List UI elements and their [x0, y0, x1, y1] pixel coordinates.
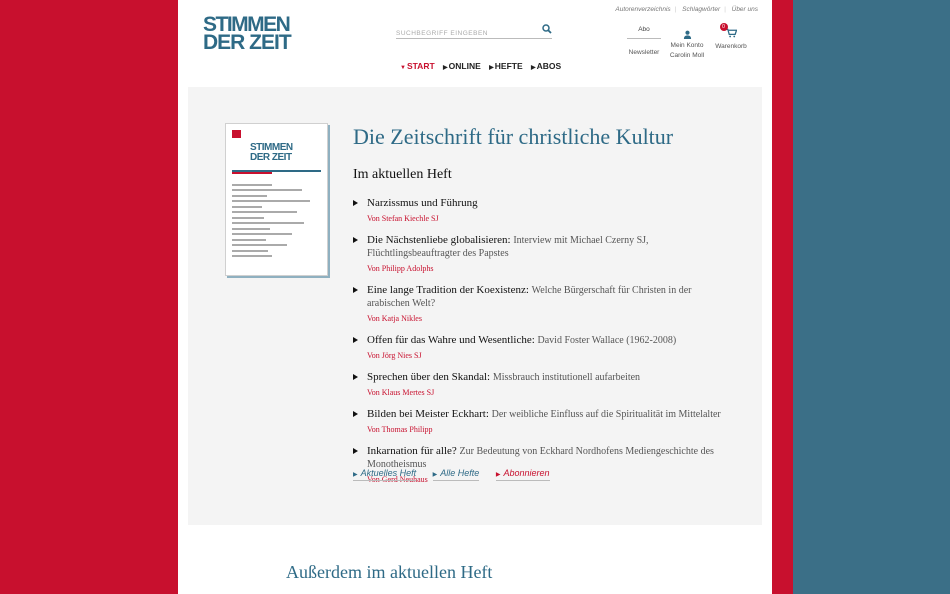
article-desc: Welche Bürgerschaft für Christen in der arabischen Welt?: [367, 285, 692, 309]
nav-abos-label: ABOS: [536, 61, 562, 71]
cover-contents: [232, 184, 312, 260]
subscribe-label: Abonnieren: [503, 468, 550, 478]
left-red-margin: [0, 0, 178, 594]
caret-right-icon: ▶: [432, 472, 438, 478]
caret-down-icon: ▼: [400, 65, 406, 71]
article-title[interactable]: Offen für das Wahre und Wesentliche:: [367, 334, 535, 346]
logo-line-2: DER ZEIT: [203, 31, 291, 54]
account-user: Carolin Moll: [669, 52, 705, 59]
nav-hefte[interactable]: [489, 61, 523, 71]
current-issue-feature: [188, 87, 762, 525]
newsletter-link[interactable]: Newsletter: [628, 49, 660, 56]
nav-hefte-label: HEFTE: [494, 61, 523, 71]
all-issues-link[interactable]: [433, 468, 480, 481]
all-issues-label: Alle Hefte: [440, 468, 480, 478]
toplink-ueber-uns[interactable]: Über uns: [731, 6, 758, 13]
toplink-autorenverzeichnis[interactable]: Autorenverzeichnis: [615, 6, 671, 13]
caret-right-icon: ▶: [353, 472, 358, 478]
cover-rule-accent: [232, 172, 272, 174]
logo-line-1: STIMMEN: [203, 13, 290, 36]
search-input[interactable]: [396, 26, 536, 42]
cart-block[interactable]: [711, 24, 751, 50]
divider: |: [674, 6, 677, 13]
cart-count-badge: 0: [720, 23, 728, 31]
nav-start-label: START: [406, 61, 435, 71]
nav-start[interactable]: [400, 61, 435, 71]
cover-title: [250, 143, 293, 163]
article-desc: Zur Bedeutung von Eckhard Nordhofens Mediengeschichte des Monotheismus: [367, 446, 714, 470]
feature-title: Die Zeitschrift für christliche Kultur: [353, 124, 674, 149]
article-author[interactable]: Von Stefan Kiechle SJ: [367, 214, 439, 223]
list-item[interactable]: [353, 197, 733, 225]
right-red-margin: [772, 0, 793, 594]
article-author[interactable]: Von Thomas Philipp: [367, 425, 433, 434]
search-icon[interactable]: [542, 24, 552, 34]
article-author[interactable]: Von Philipp Adolphs: [367, 264, 434, 273]
article-title[interactable]: Inkarnation für alle?: [367, 445, 457, 457]
nav-abos[interactable]: [531, 61, 561, 71]
account-block[interactable]: [666, 30, 708, 59]
article-title[interactable]: Die Nächstenliebe globalisieren:: [367, 234, 511, 246]
article-desc: David Foster Wallace (1962-2008): [537, 335, 677, 346]
list-item[interactable]: [353, 334, 733, 362]
abo-link[interactable]: Abo: [627, 26, 661, 39]
nav-online[interactable]: [443, 61, 481, 71]
cart-icon: [726, 28, 737, 38]
article-author[interactable]: Von Jörg Nies SJ: [367, 351, 422, 360]
caret-right-icon: ▶: [443, 65, 448, 71]
main-nav: [400, 61, 567, 71]
article-author[interactable]: Von Klaus Mertes SJ: [367, 388, 435, 397]
article-desc: Interview mit Michael Czerny SJ, Flüchtlingsbeauftragter des Papstes: [367, 235, 649, 259]
cover-publisher-mark: [232, 130, 241, 138]
caret-right-icon: ▶: [489, 65, 494, 71]
list-item[interactable]: [353, 371, 733, 399]
cover-title-line-2: DER ZEIT: [250, 152, 292, 163]
toplink-schlagwoerter[interactable]: Schlagwörter: [682, 6, 721, 13]
issue-cover[interactable]: [225, 123, 328, 276]
right-blue-margin: [793, 0, 950, 594]
article-title[interactable]: Sprechen über den Skandal:: [367, 371, 491, 383]
article-title[interactable]: Eine lange Tradition der Koexistenz:: [367, 284, 529, 296]
list-item[interactable]: [353, 234, 733, 275]
top-links: [611, 6, 762, 13]
article-desc: Der weibliche Einfluss auf die Spiritualität im Mittelalter: [491, 409, 721, 420]
article-desc: Missbrauch institutionell aufarbeiten: [492, 372, 641, 383]
search-bar: [396, 22, 552, 39]
account-label: Mein Konto: [670, 42, 704, 49]
page-container: [178, 0, 772, 594]
list-item[interactable]: [353, 408, 733, 436]
article-list: [353, 197, 733, 495]
feature-actions: [353, 468, 564, 481]
cart-label: Warenkorb: [715, 43, 747, 50]
list-item[interactable]: [353, 284, 733, 325]
cover-title-line-1: STIMMEN: [250, 142, 293, 153]
subscribe-link[interactable]: [496, 468, 550, 481]
article-title[interactable]: Narzissmus und Führung: [367, 197, 478, 209]
also-in-issue-heading: Außerdem im aktuellen Heft: [286, 562, 493, 582]
article-author[interactable]: Von Katja Nikles: [367, 314, 422, 323]
feature-subtitle: Im aktuellen Heft: [353, 167, 452, 182]
article-author[interactable]: Von Gerd Neuhaus: [367, 475, 428, 484]
abo-newsletter-block: [627, 26, 661, 56]
user-icon: [683, 30, 692, 39]
nav-online-label: ONLINE: [448, 61, 481, 71]
current-issue-link[interactable]: [353, 468, 416, 481]
divider: |: [724, 6, 726, 13]
caret-right-icon: ▶: [495, 472, 501, 478]
site-logo[interactable]: [203, 13, 303, 54]
caret-right-icon: ▶: [531, 65, 536, 71]
article-title[interactable]: Bilden bei Meister Eckhart:: [367, 408, 489, 420]
current-issue-label: Aktuelles Heft: [360, 468, 417, 478]
